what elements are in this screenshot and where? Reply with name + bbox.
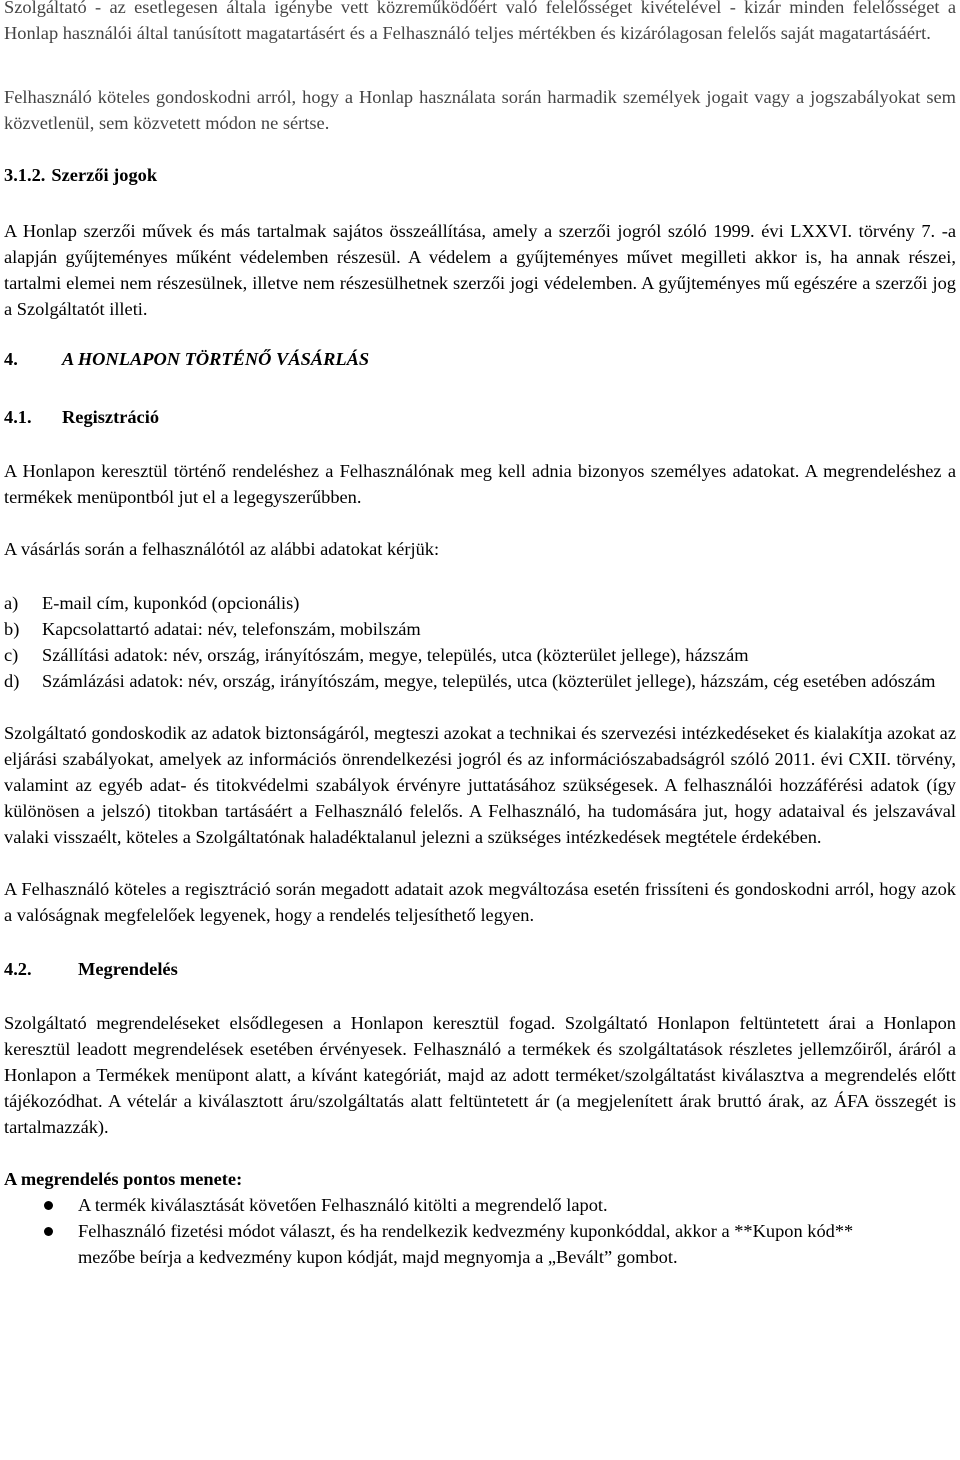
paragraph-data-request: A vásárlás során a felhasználótól az alábbi adatokat kérjük: [4,539,440,559]
list-item-text: A termék kiválasztását követően Felhasználó kitölti a megrendelő lapot. [78,1195,608,1215]
section-title: Megrendelés [78,959,178,979]
list-item-label: c) [4,645,19,665]
section-title: A HONLAPON TÖRTÉNŐ VÁSÁRLÁS [62,349,370,369]
list-item-label: d) [4,671,20,691]
paragraph-copyright: A Honlap szerzői művek és más tartalmak sajátos összeállítása, amely a szerzői jogról szóló 1999. évi LXXVI. törvény 7. -a alapján gyűjteményes műként védelemben részesül. A védelem a gyűjteményes művet megilleti akkor is, ha annak részei, tartalmi elemei nem részesülnek, illetve nem részesülhetnek szerzői jogi védelemben. A gyűjteményes mű egészére a szerzői jog a Szolgáltatót illeti. [4,221,956,319]
list-item [4,668,956,694]
data-list [4,590,956,694]
bullet-icon [4,1192,78,1218]
section-number: 4. [4,349,18,369]
section-4-heading [4,346,956,372]
list-item-text: Felhasználó fizetési módot választ, és ha rendelkezik kedvezmény kuponkóddal, akkor a **Kupon kód** mezőbe beírja a kedvezmény kupon kódját, majd megnyomja a „Bevált” gombot. [78,1221,854,1267]
section-number: 3.1.2. [4,165,46,185]
paragraph-registration: A Honlapon keresztül történő rendeléshez a Felhasználónak meg kell adnia bizonyos személyes adatokat. A megrendeléshez a termékek menüpontból jut el a legegyszerűbben. [4,461,956,507]
paragraph-ordering: Szolgáltató megrendeléseket elsődlegesen a Honlapon keresztül fogad. Szolgáltató Honlapon feltüntetett árai a Honlapon keresztül leadott megrendelések esetében érvényesek. Felhasználó a termékek és szolgáltatások részletes jellemzőiről, áráról a Honlapon a Termékek menüpont alatt, a kívánt kategóriát, majd az adott terméket/szolgáltatást kiválasztva a megrendelés előtt tájékozódhat. A vételár a kiválasztott áru/szolgáltatás alatt feltüntetett ár (a megjelenített árak bruttó árak, az ÁFA összegét is tartalmazzák). [4,1013,956,1137]
section-title: Regisztráció [62,407,160,427]
section-4-2-heading [4,956,956,982]
list-item [4,1218,956,1270]
list-item-text: Szállítási adatok: név, ország, irányítószám, megye, település, utca (közterület jellege), házszám [42,645,749,665]
list-item-text: Számlázási adatok: név, ország, irányítószám, megye, település, utca (közterület jellege), házszám, cég esetében adószám [42,671,936,691]
bullet-icon [4,1218,78,1270]
paragraph-data-security: Szolgáltató gondoskodik az adatok biztonságáról, megteszi azokat a technikai és szervezési intézkedéseket és kialakítja azokat az eljárási szabályokat, amelyek az információs önrendelkezési jogról és az információszabadságról szóló 2011. évi CXII. törvény, valamint az egyéb adat- és titokvédelmi szabályok érvényre juttatásához szükségesek. A felhasználói hozzáférési adatok (így különösen a jelszó) titokban tartásáért a Felhasználó felelős. A Felhasználó, ha tudomására jut, hogy adataival és jelszavával valaki visszaélt, köteles a Szolgáltatónak haladéktalanul jelezni a szükséges intézkedések megtétele érdekében. [4,723,956,847]
list-item [4,590,956,616]
list-item [4,616,956,642]
section-number: 4.1. [4,407,32,427]
section-4-1-heading [4,404,956,430]
list-item-text: Kapcsolattartó adatai: név, telefonszám, mobilszám [42,619,421,639]
list-item-text: E-mail cím, kuponkód (opcionális) [42,593,300,613]
paragraph-data-update: A Felhasználó köteles a regisztráció során megadott adatait azok megváltozása esetén frissíteni és gondoskodni arról, hogy azok a valóságnak megfelelőek legyenek, hogy a rendelés teljesíthető legyen. [4,879,956,925]
section-number: 4.2. [4,959,32,979]
list-item [4,642,956,668]
list-item-label: a) [4,593,19,613]
section-3-1-2-heading [4,162,956,188]
steps-heading: A megrendelés pontos menete: [4,1169,243,1189]
paragraph-user-obligation: Felhasználó köteles gondoskodni arról, hogy a Honlap használata során harmadik személyek jogait vagy a jogszabályokat sem közvetlenül, sem közvetett módon ne sértse. [4,87,956,133]
list-item-label: b) [4,619,20,639]
section-title: Szerzői jogok [51,165,158,185]
list-item [4,1192,956,1218]
steps-list [4,1192,956,1270]
paragraph-liability: Szolgáltató - az esetlegesen általa igénybe vett közreműködőért való felelősséget kivételével - kizár minden felelősséget a Honlap használói által tanúsított magatartásért és a Felhasználó teljes mértékben és kizárólagosan felelős saját magatartásáért. [4,0,956,43]
